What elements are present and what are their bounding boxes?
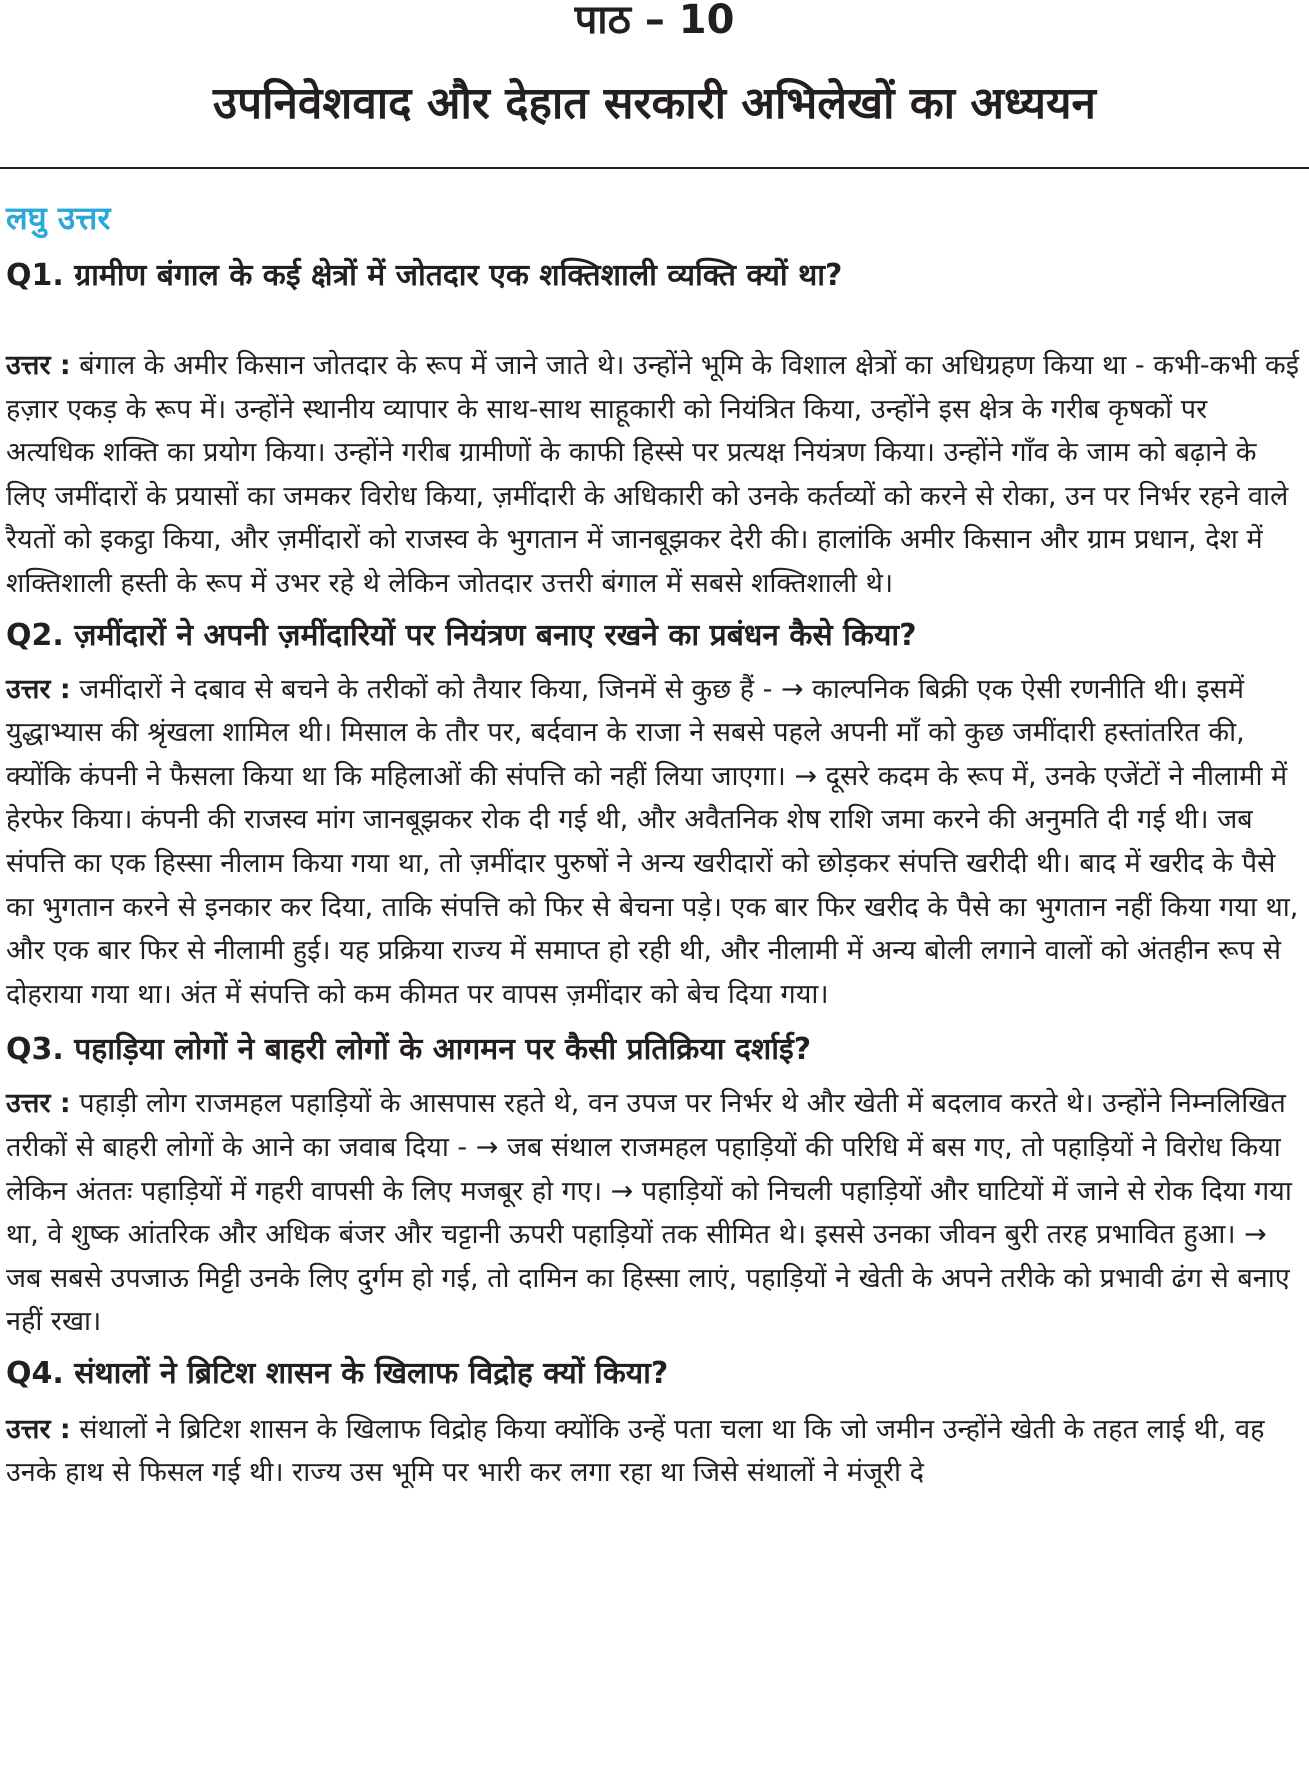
- answer-label: उत्तर :: [6, 1088, 71, 1120]
- answer-label: उत्तर :: [6, 673, 71, 705]
- content-area: [6, 196, 1302, 1495]
- question-2: Q2. ज़मींदारों ने अपनी ज़मींदारियों पर नियंत्रण बनाए रखने का प्रबंधन कैसे किया?: [6, 617, 917, 653]
- question-3: Q3. पहाड़िया लोगों ने बाहरी लोगों के आगमन पर कैसी प्रतिक्रिया दर्शाई?: [6, 1032, 812, 1068]
- answer-3-text: पहाड़ी लोग राजमहल पहाड़ियों के आसपास रहते थे, वन उपज पर निर्भर थे और खेती में बदलाव करते थे। उन्होंने निम्नलिखित तरीकों से बाहरी लोगों के आने का जवाब दिया - → जब संथाल राजमहल पहाड़ियों की परिधि में बस गए, तो पहाड़ियों ने विरोध किया लेकिन अंततः पहाड़ियों में गहरी वापसी के लिए मजबूर हो गए। → पहाड़ियों को निचली पहाड़ियों और घाटियों में जाने से रोक दिया गया था, वे शुष्क आंतरिक और अधिक बंजर और चट्टानी ऊपरी पहाड़ियों तक सीमित थे। इससे उनका जीवन बुरी तरह प्रभावित हुआ। → जब सबसे उपजाऊ मिट्टी उनके लिए दुर्गम हो गई, तो दामिन का हिस्सा लाएं, पहाड़ियों ने खेती के अपने तरीके को प्रभावी ढंग से बनाए नहीं रखा।: [6, 1088, 1292, 1338]
- answer-1: [6, 344, 1302, 606]
- answer-2: [6, 668, 1302, 1017]
- section-title: लघु उत्तर: [6, 199, 111, 237]
- answer-1-text: बंगाल के अमीर किसान जोतदार के रूप में जाने जाते थे। उन्होंने भूमि के विशाल क्षेत्रों का अधिग्रहण किया था - कभी-कभी कई हज़ार एकड़ के रूप में। उन्होंने स्थानीय व्यापार के साथ-साथ साहूकारी को नियंत्रित किया, उन्होंने इस क्षेत्र के गरीब कृषकों पर अत्यधिक शक्ति का प्रयोग किया। उन्होंने गरीब ग्रामीणों के काफी हिस्से पर प्रत्यक्ष नियंत्रण किया। उन्होंने गाँव के जाम को बढ़ाने के लिए जमींदारों के प्रयासों का जमकर विरोध किया, ज़मींदारी के अधिकारी को उनके कर्तव्यों को करने से रोका, उन पर निर्भर रहने वाले रैयतों को इकट्ठा किया, और ज़मींदारों को राजस्व के भुगतान में जानबूझकर देरी की। हालांकि अमीर किसान और ग्राम प्रधान, देश में शक्तिशाली हस्ती के रूप में उभर रहे थे लेकिन जोतदार उत्तरी बंगाल में सबसे शक्तिशाली थे।: [6, 350, 1299, 599]
- chapter-number: पाठ – 10: [574, 0, 735, 43]
- chapter-title: उपनिवेशवाद और देहात सरकारी अभिलेखों का अध्ययन: [213, 78, 1096, 129]
- answer-4-text: संथालों ने ब्रिटिश शासन के खिलाफ विद्रोह किया क्योंकि उन्हें पता चला था कि जो जमीन उन्होंने खेती के तहत लाई थी, वह उनके हाथ से फिसल गई थी। राज्य उस भूमि पर भारी कर लगा रहा था जिसे संथालों ने मंजूरी दे: [6, 1413, 1265, 1489]
- answer-4: [6, 1408, 1302, 1495]
- question-4: Q4. संथालों ने ब्रिटिश शासन के खिलाफ विद्रोह क्यों किया?: [6, 1355, 669, 1391]
- question-1: Q1. ग्रामीण बंगाल के कई क्षेत्रों में जोतदार एक शक्तिशाली व्यक्ति क्यों था?: [6, 258, 843, 293]
- answer-3: [6, 1082, 1302, 1344]
- answer-label: उत्तर :: [6, 1413, 71, 1445]
- answer-label: उत्तर :: [6, 350, 71, 381]
- header-divider: [0, 167, 1309, 169]
- answer-2-text: जमींदारों ने दबाव से बचने के तरीकों को तैयार किया, जिनमें से कुछ हैं - → काल्पनिक बिक्री एक ऐसी रणनीति थी। इसमें युद्धाभ्यास की श्रृंखला शामिल थी। मिसाल के तौर पर, बर्दवान के राजा ने सबसे पहले अपनी माँ को कुछ जमींदारी हस्तांतरित की, क्योंकि कंपनी ने फैसला किया था कि महिलाओं की संपत्ति को नहीं लिया जाएगा। → दूसरे कदम के रूप में, उनके एजेंटों ने नीलामी में हेरफेर किया। कंपनी की राजस्व मांग जानबूझकर रोक दी गई थी, और अवैतनिक शेष राशि जमा करने की अनुमति दी गई थी। जब संपत्ति का एक हिस्सा नीलाम किया गया था, तो ज़मींदार पुरुषों ने अन्य खरीदारों को छोड़कर संपत्ति खरीदी थी। बाद में खरीद के पैसे का भुगतान करने से इनकार कर दिया, ताकि संपत्ति को फिर से बेचना पड़े। एक बार फिर खरीद के पैसे का भुगतान नहीं किया गया था, और एक बार फिर से नीलामी हुई। यह प्रक्रिया राज्य में समाप्त हो रही थी, और नीलामी में अन्य बोली लगाने वालों को अंतहीन रूप से दोहराया गया था। अंत में संपत्ति को कम कीमत पर वापस ज़मींदार को बेच दिया गया।: [6, 673, 1299, 1010]
